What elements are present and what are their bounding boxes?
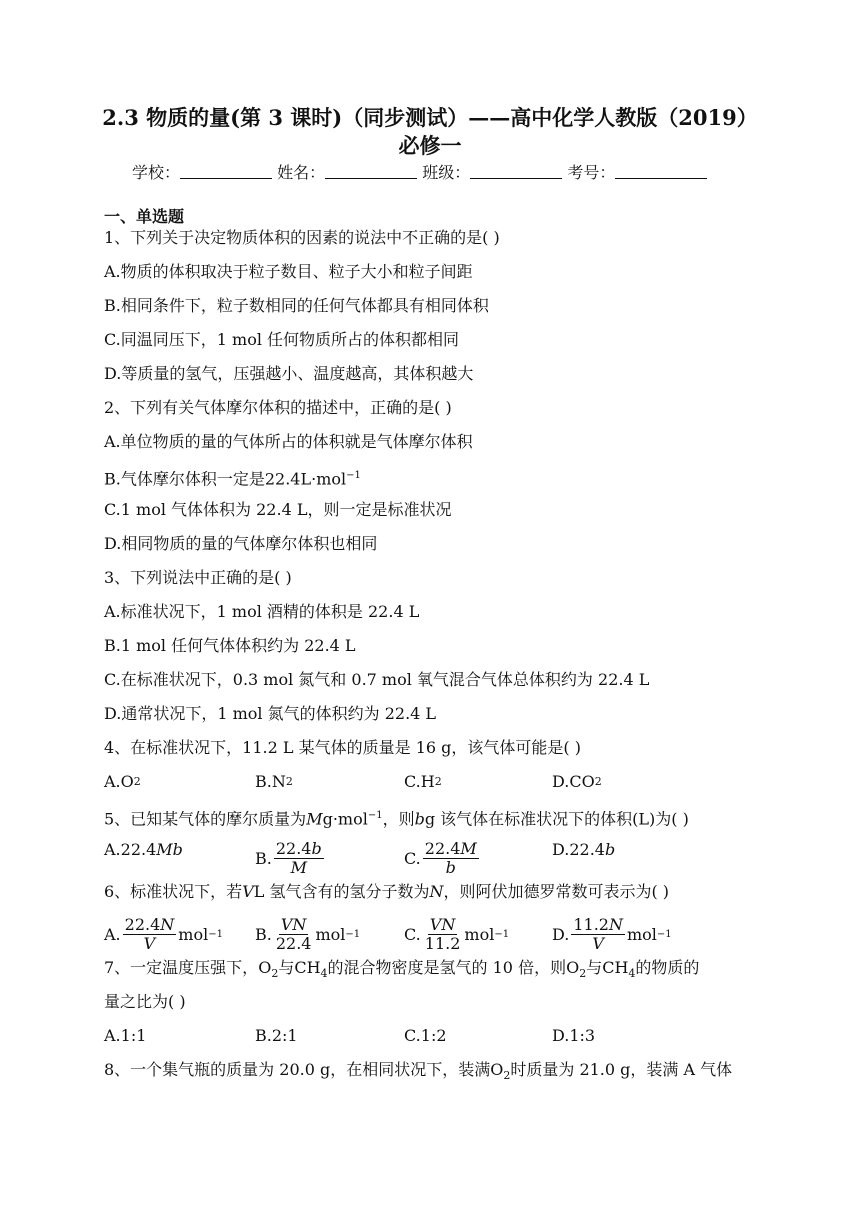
q1-option-a: A.物质的体积取决于粒子数目、粒子大小和粒子间距 [104,262,473,281]
q5-stem-pre: 5、已知某气体的摩尔质量为 [104,809,307,829]
q5-a-b: b [172,840,183,859]
exam-no-label: 考号： [567,163,616,182]
q6-a-num-var: N [160,915,175,934]
q5-d-value: 22.4 [569,840,605,859]
q5-c-label: C. [404,849,421,868]
q5-a-value: 22.4 [120,840,157,859]
q5-stem-post: g 该气体在标准状况下的体积(L)为( ) [424,809,689,829]
q2-b-text: B.气体摩尔体积一定是 [104,469,265,489]
q6-d-denominator: V [592,934,604,953]
q5-b-numerator [274,840,324,859]
q5-option-a [104,840,255,859]
q7-text-3: 的混合物密度是氢气的 10 倍，则 [327,958,567,977]
class-label: 班级： [422,163,471,182]
q4-c-sub: 2 [434,775,442,788]
title-line-2: 必修一 [398,133,462,158]
name-label: 姓名： [277,163,326,182]
q6-option-b [255,916,404,953]
q5-c-num-value: 22.4 [424,839,461,858]
q2-stem: 2、下列有关气体摩尔体积的描述中，正确的是( ) [104,398,452,417]
q6-a-numerator [123,916,177,935]
q6-options [104,916,784,958]
q6-b-unit: mol [315,925,346,944]
q6-stem [104,882,784,916]
q3-option-b: B.1 mol 任何气体体积约为 22.4 L [104,636,356,655]
q7-ch4-sub: 4 [320,967,328,981]
q4-a-label: A. [104,772,121,791]
q6-stem-pre: 6、标准状况下，若 [104,882,243,901]
q4-stem: 4、在标准状况下，11.2 L 某气体的质量是 16 g，该气体可能是( ) [104,738,581,757]
q7-text-5: 的物质的 [635,958,700,977]
q6-c-unit: mol [464,925,495,944]
q5-d-b: b [604,840,616,859]
q6-stem-mid: L 氢气含有的氢分子数为 [253,882,430,901]
q5-b-num-var: b [311,839,322,858]
q5-c-fraction [423,840,479,877]
q6-c-denominator: 11.2 [424,934,461,953]
q5-c-denominator: b [445,858,456,877]
q6-d-num-value: 11.2 [573,915,609,934]
q5-stem [104,806,784,840]
q6-d-fraction [571,916,625,953]
q6-option-c [404,916,552,953]
q7-stem-line-2: 量之比为( ) [104,992,186,1011]
q4-b-formula: N [271,772,286,791]
q6-a-unit: mol [178,925,209,944]
q6-a-denominator: V [143,934,156,953]
q7-options [104,1026,784,1060]
q7-option-c: C.1:2 [404,1026,447,1045]
q8-text-1: 8、一个集气瓶的质量为 20.0 g，在相同状况下，装满 [104,1060,491,1079]
school-label: 学校： [132,163,181,182]
q5-d-label: D. [552,840,570,859]
q7-ch4-formula: CH [294,958,321,977]
q5-b-denominator: M [290,858,307,877]
q2-b-exponent: −1 [346,470,361,481]
school-blank[interactable] [180,164,272,179]
q6-d-label: D. [552,925,570,944]
q8-stem [104,1060,784,1094]
q7-o2-formula: O [258,958,272,977]
q7-stem-line-1 [104,958,784,992]
q5-option-d [552,840,615,859]
q4-a-formula: O [120,772,134,791]
q5-b-label: B. [255,849,272,868]
q5-c-numerator [423,840,479,859]
q6-d-numerator [571,916,625,935]
q5-b-fraction [274,840,324,877]
q1-option-d: D.等质量的氢气，压强越小、温度越高，其体积越大 [104,364,474,383]
q6-stem-post: ，则阿伏加德罗常数可表示为( ) [443,882,670,901]
q5-option-c [404,840,552,877]
q8-o2-formula: O [490,1060,504,1079]
q4-b-sub: 2 [285,775,293,788]
q7-text-1: 7、一定温度压强下， [104,958,259,977]
section-title: 一、单选题 [104,207,185,226]
q4-c-formula: H [420,772,435,791]
q7-option-d: D.1:3 [552,1026,596,1045]
q2-option-a: A.单位物质的量的气体所占的体积就是气体摩尔体积 [104,432,473,451]
q7-option-b: B.2:1 [255,1026,298,1045]
q7-ch4-formula-2: CH [602,958,629,977]
q2-option-c: C.1 mol 气体体积为 22.4 L，则一定是标准状况 [104,500,452,519]
name-blank[interactable] [325,164,417,179]
question-list [104,228,784,1094]
document-title [60,104,800,160]
q3-option-d: D.通常状况下，1 mol 氮气的体积约为 22.4 L [104,704,437,723]
q6-d-exponent: −1 [656,929,672,940]
q6-b-denominator: 22.4 [275,934,312,953]
q2-b-value: 22.4L·mol [264,469,347,489]
q4-option-c [404,772,552,791]
q4-d-sub: 2 [594,775,602,788]
q8-o2-sub: 2 [503,1069,511,1083]
q5-stem-mid: ，则 [382,809,415,829]
q7-o2-formula-2: O [566,958,580,977]
q6-a-exponent: −1 [208,929,223,940]
q4-option-b [255,772,404,791]
q4-b-label: B. [255,772,272,791]
q5-stem-unit: g·mol [322,809,368,829]
q6-d-num-var: N [608,915,623,934]
q5-a-M: M [156,840,173,859]
q8-text-2: 时质量为 21.0 g，装满 A 气体 [510,1060,733,1079]
q3-option-c: C.在标准状况下，0.3 mol 氮气和 0.7 mol 氧气混合气体总体积约为 22.4 L [104,670,650,689]
q6-a-label: A. [104,925,121,944]
q7-option-a: A.1:1 [104,1026,147,1045]
q7-o2-sub-2: 2 [579,967,587,981]
q7-ch4-sub-2: 4 [628,967,636,981]
q6-c-exponent: −1 [494,929,510,940]
q1-option-c: C.同温同压下，1 mol 任何物质所占的体积都相同 [104,330,460,349]
q6-c-label: C. [404,925,421,944]
q5-stem-b: b [414,809,425,829]
q4-options [104,772,784,806]
q5-c-num-var: M [460,839,477,858]
q5-option-b [255,840,404,877]
q4-option-d [552,772,602,791]
q6-stem-N: N [429,882,444,901]
q4-a-sub: 2 [133,775,141,788]
q2-option-b [104,466,784,500]
q6-a-num-value: 22.4 [124,915,161,934]
q5-options [104,840,784,882]
q5-a-label: A. [104,840,121,859]
q1-stem: 1、下列关于决定物质体积的因素的说法中不正确的是( ) [104,228,500,247]
q5-stem-exponent: −1 [367,810,383,821]
q6-b-fraction [274,916,314,953]
q6-c-fraction [423,916,463,953]
q4-d-formula: CO [569,772,595,791]
q5-stem-M: M [306,809,323,829]
q6-stem-V: V [242,882,254,901]
q2-option-d: D.相同物质的量的气体摩尔体积也相同 [104,534,378,553]
q6-c-numerator: VN [429,915,456,934]
q6-b-exponent: −1 [345,929,361,940]
q4-c-label: C. [404,772,421,791]
q3-stem: 3、下列说法中正确的是( ) [104,568,292,587]
exam-no-blank[interactable] [615,164,707,179]
q6-d-unit: mol [626,925,657,944]
title-line-1: 2.3 物质的量(第 3 课时)（同步测试）——高中化学人教版（2019） [102,105,758,130]
q4-d-label: D. [552,772,570,791]
q6-a-fraction [123,916,177,953]
q6-b-label: B. [255,925,272,944]
q4-option-a [104,772,255,791]
q6-option-d [552,916,672,953]
q6-b-numerator: VN [280,915,307,934]
q3-option-a: A.标准状况下，1 mol 酒精的体积是 22.4 L [104,602,420,621]
q5-b-num-value: 22.4 [275,839,312,858]
q7-o2-sub: 2 [271,967,279,981]
q7-text-4: 与 [586,958,603,977]
q1-option-b: B.相同条件下，粒子数相同的任何气体都具有相同体积 [104,296,489,315]
q7-text-2: 与 [278,958,295,977]
student-info-row [132,160,707,183]
q6-option-a [104,916,255,953]
class-blank[interactable] [470,164,562,179]
